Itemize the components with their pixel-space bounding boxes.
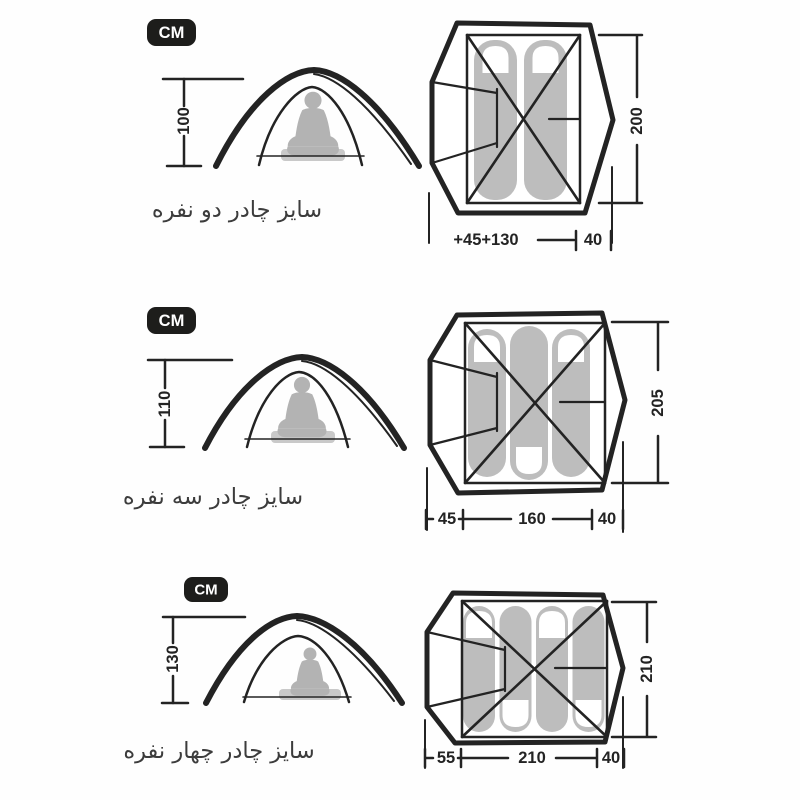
person-silhouette-icon xyxy=(287,92,339,156)
height-label: 130 xyxy=(164,645,182,673)
sleeping-bag-hood xyxy=(576,700,602,727)
row-four-person xyxy=(123,577,656,768)
side-view-two-person xyxy=(163,70,419,166)
length-label: 210 xyxy=(638,655,656,683)
dim-tick-left xyxy=(425,749,433,767)
cm-badge xyxy=(184,577,228,602)
length-label: 205 xyxy=(649,389,667,417)
side-view-four-person xyxy=(162,616,402,703)
cm-badge-label: CM xyxy=(194,581,218,599)
mid-width-label: 160 xyxy=(518,510,546,528)
row-three-person xyxy=(123,307,668,532)
person-silhouette-icon xyxy=(290,648,329,696)
row-two-person xyxy=(147,19,646,250)
person-silhouette-icon xyxy=(278,377,327,437)
right-width-label: 40 xyxy=(601,749,621,767)
caption-four-person: سایز چادر چهار نفره xyxy=(123,738,315,764)
dim-line-mid-right xyxy=(556,749,597,767)
top-view-three-person xyxy=(426,313,668,532)
dim-tick-left xyxy=(426,510,433,529)
caption-three-person: سایز چادر سه نفره xyxy=(122,484,304,510)
sleeping-bag-hood xyxy=(558,335,584,362)
sleeping-bag-hood xyxy=(533,46,559,73)
sleeping-bag-hood xyxy=(483,46,509,73)
mid-width-label: 210 xyxy=(518,749,546,767)
right-width-label: 40 xyxy=(597,510,617,528)
vestibule-label: 40 xyxy=(583,231,603,249)
height-label: 100 xyxy=(175,107,193,135)
height-dimension xyxy=(163,79,243,166)
cm-badge-label: CM xyxy=(158,312,185,330)
cm-badge-label: CM xyxy=(158,24,185,42)
sleeping-bag-hood xyxy=(516,447,542,474)
cm-badge xyxy=(147,19,196,46)
dim-line-mid-left xyxy=(458,749,508,767)
sleeping-bag-hood xyxy=(539,611,565,638)
caption-two-person: سایز چادر دو نفره xyxy=(151,197,323,223)
left-width-label: 55 xyxy=(436,749,456,767)
dim-line-mid-right xyxy=(553,510,592,529)
height-label: 110 xyxy=(156,390,174,418)
length-label: 200 xyxy=(628,107,646,135)
side-view-three-person xyxy=(148,357,404,448)
top-view-two-person xyxy=(429,23,646,250)
left-width-label: 45 xyxy=(437,510,457,528)
sleeping-bag-hood xyxy=(503,700,529,727)
width-label: +45+130 xyxy=(453,231,519,249)
cm-badge xyxy=(147,307,196,334)
height-dimension xyxy=(148,360,232,447)
top-view-four-person xyxy=(425,593,656,768)
dim-line-mid-left xyxy=(459,510,511,529)
